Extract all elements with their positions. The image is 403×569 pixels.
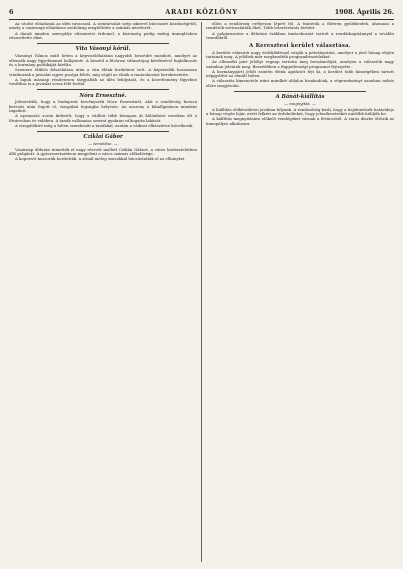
- paragraph: A polgármester a délutáni órákban tanácskozást tartott a rendőrkapitánnyal a további teendőkről.: [206, 30, 394, 40]
- paragraph: A koporsót koszorúk borították, a sírnál meleg szavakkal búcsúztatták el az elhunytat.: [15, 156, 186, 162]
- paragraph: Jelentettük, hogy a budapesti törvényszék Nóra Ernesztnét, akit a rendőrség hosszú keresés után fogott el, vizsgálati fogságba helyezte. Az asszony a kihallgatáson mindent tagadott.: [9, 99, 197, 114]
- section-title: A Bánát-kiállítás: [275, 94, 325, 101]
- section-subtitle: — megnyitás. —: [284, 100, 316, 106]
- issue-date: 1908. Április 26.: [334, 8, 394, 16]
- paragraph: Vázsonyi Vilmos múlt héten a képviselőházban nagyobb beszédet mondott, amelyet az ellenzék nagy figyelemmel hallgatott. A beszéd a fővárosi választójog kérdésével foglalkozott és a kormány politikáját bírálta.: [9, 53, 197, 68]
- paragraph: A vizsgálóbíró még a héten szembesíti a tanúkkal, azután a vádirat elkészítése következik.: [15, 122, 194, 128]
- section-divider: [37, 89, 169, 90]
- column-separator: [201, 22, 202, 562]
- paragraph: A darab minden szereplője elismerést érdemel, a közönség pedig meleg ünneplésben részesítette őket.: [9, 30, 197, 40]
- paragraph: A lapok másnap részletesen tárgyalták az ülés lefolyását, és a közvélemény figyelme továbbra is a javaslat sorsa felé fordul.: [9, 76, 197, 87]
- page-number: 6: [9, 8, 14, 16]
- section-divider: [234, 91, 366, 92]
- masthead: ARADI KÖZLÖNY: [165, 8, 238, 16]
- section-divider: [37, 43, 169, 44]
- section-title: Nóra Ernesztné.: [79, 92, 127, 99]
- paragraph: Vasárnap délután temették el nagy részvét mellett Cziklai Gábort, a város köztiszteletben álló polgárát. A gyászszertartáson megjelent a város számos előkelősége.: [9, 146, 197, 157]
- paragraph: A kiállítás előkészületei javában folynak. A rendezőség közli, hogy a bejelentések határideje a hónap végén lejár, ezért felkéri az érdekelteket, hogy jelentkezésüket mielőbb küldjék be.: [206, 106, 394, 117]
- paragraph: A nyomozás során kiderült, hogy a vádlott több hónapon át különböző neveken élt a fővárosban és vidéken. A tanúk vallomása szerint gyakran váltogatta lakását.: [9, 113, 197, 123]
- paragraph: A kerület választói nagy érdeklődéssel várják a pótválasztást, amelyet a jövő hónap elején tartanak meg. A jelöltek már megkezdték programbeszédeiket.: [206, 49, 394, 60]
- paragraph: A kiállítás megnyitására előkelő vendégeket várnak a fővárosból. A város díszbe öltözik az ünnepélyes alkalomra.: [206, 116, 394, 126]
- page-header: [9, 7, 394, 20]
- section-subtitle: — temetése. —: [88, 141, 118, 147]
- section-divider: [37, 131, 169, 132]
- paragraph: Az utolsó előadások az idén tavasszal. A színtársulat szép sikerrel búcsúzott közönségétől, amely a vasárnapi előadáson zsúfolásig megtöltötte a színház nézőterét.: [9, 22, 197, 31]
- right-column: [206, 22, 394, 562]
- section-title: Cziklai Gábor: [83, 134, 123, 141]
- section-title: Vita Vásonyi körül.: [75, 46, 131, 53]
- left-column: [9, 22, 197, 562]
- paragraph: ellen a rendőrség erélyesen lépett fel. A tüntetők a főtéren gyülekeztek, ahonnan a rendőrök szétoszlatták őket. Több letartóztatás történt.: [206, 22, 394, 31]
- paragraph: Szemere Miklós felszólalása után a vita élénk fordulatot vett. A képviselők hosszasan vitatkoztak a javaslat egyes pontjai felett, míg végül az elnök a tanácskozást berekesztette.: [9, 67, 197, 77]
- paragraph: A kormánypárti jelölt szintén élénk agitációt fejt ki, a kerület több községében tartott népgyűlést az elmúlt héten.: [206, 68, 394, 79]
- paragraph: Az ellenzéki párt jelöltje tegnap tartotta meg beszámolóját, amelyen a választók nagy számban jelentek meg. Beszédében a függetlenségi programot fejtegette.: [206, 59, 394, 69]
- section-title: A Keresztesi kerület választása.: [249, 43, 351, 49]
- paragraph: A választás kimenetele iránt mindkét oldalon bizakodóak, a végeredményt azonban nehéz előre megjósolni.: [206, 78, 394, 88]
